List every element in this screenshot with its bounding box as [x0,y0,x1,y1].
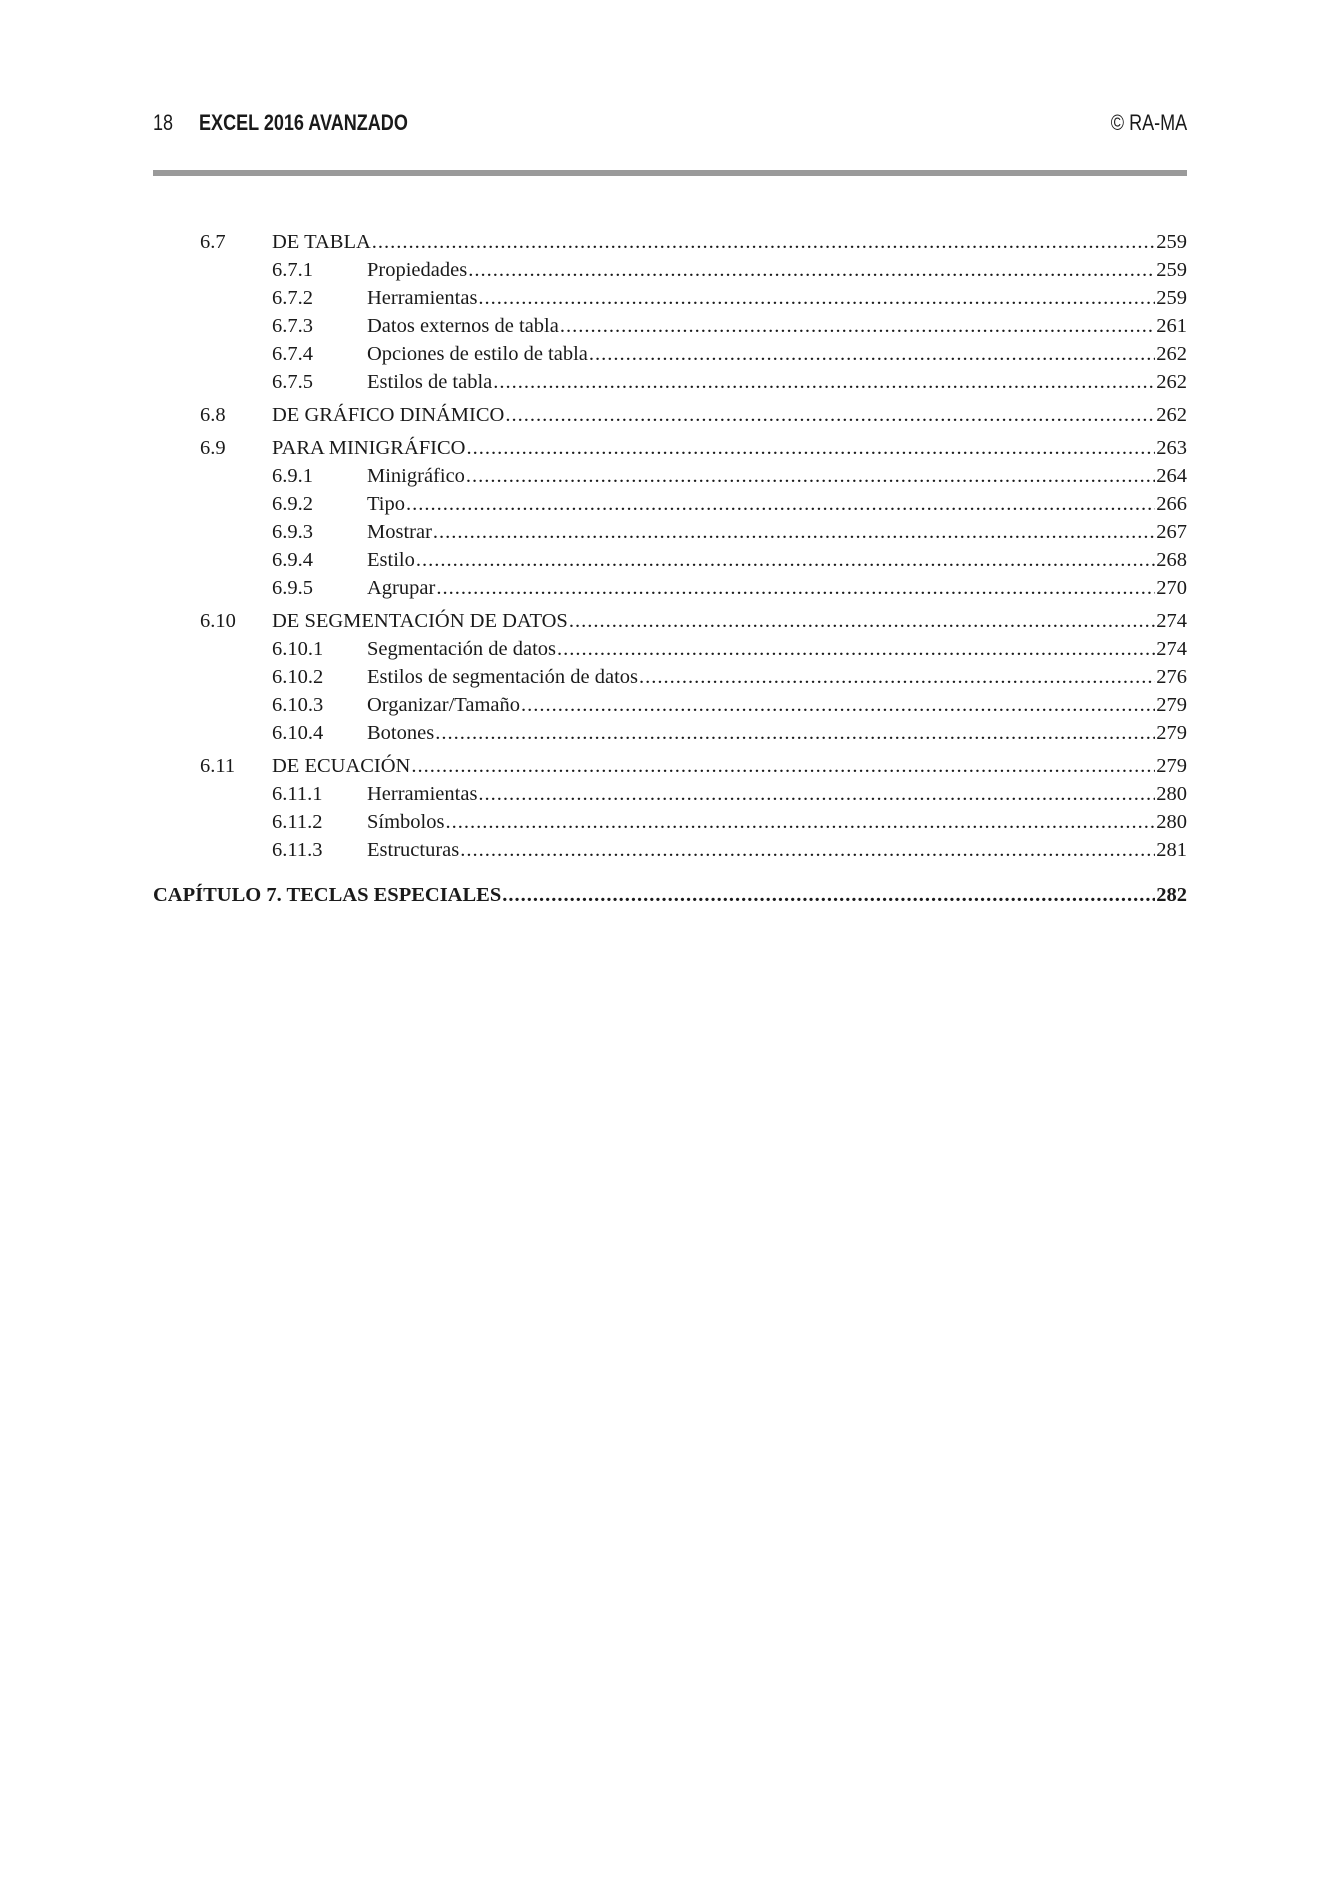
toc-page-number: 279 [1156,755,1187,777]
toc-page-number: 268 [1156,549,1187,571]
toc-section-number: 6.10.1 [272,638,324,660]
toc-title: Propiedades [367,259,468,281]
toc-entry [272,608,1187,634]
toc-page-number: 261 [1156,315,1187,337]
toc-entry [272,229,1187,255]
toc-page-number: 280 [1156,811,1187,833]
toc-section-number: 6.7.3 [272,315,313,337]
toc-leader-dots [466,463,1155,489]
toc-entry [367,720,1187,746]
toc-row [0,491,1330,517]
toc-page-number: 266 [1156,493,1187,515]
toc-row [0,720,1330,746]
toc-row [0,608,1330,634]
toc-section-number: 6.10.3 [272,694,324,716]
toc-page-number: 264 [1156,465,1187,487]
toc-leader-dots [560,313,1155,339]
toc-row [0,781,1330,807]
toc-title: Organizar/Tamaño [367,694,521,716]
toc-row [0,664,1330,690]
toc-title: Segmentación de datos [367,638,557,660]
toc-title: Minigráfico [367,465,465,487]
toc-leader-dots [569,608,1155,634]
toc-entry [367,837,1187,863]
toc-title: Herramientas [367,287,478,309]
page-header [153,110,1187,142]
toc-section-number: 6.10.4 [272,722,324,744]
toc-page-number: 282 [1156,884,1187,906]
toc-section-number: 6.7.4 [272,343,313,365]
toc-leader-dots [478,781,1155,807]
toc-row [0,809,1330,835]
toc-leader-dots [372,229,1155,255]
toc-entry [367,547,1187,573]
toc-title: Estilos de tabla [367,371,493,393]
toc-leader-dots [521,692,1155,718]
toc-section-number: 6.11.2 [272,811,323,833]
toc-section-number: 6.7.2 [272,287,313,309]
toc-page-number: 279 [1156,694,1187,716]
toc-page-number: 274 [1156,638,1187,660]
toc-section-number: 6.10.2 [272,666,324,688]
toc-title: DE ECUACIÓN [272,755,411,777]
toc-page-number: 279 [1156,722,1187,744]
toc-section-number: 6.9.5 [272,577,313,599]
toc-leader-dots [468,257,1155,283]
toc-leader-dots [416,547,1155,573]
toc-row [0,692,1330,718]
header-rule [153,170,1187,176]
toc-page-number: 263 [1156,437,1187,459]
toc-leader-dots [493,369,1155,395]
toc-page-number: 262 [1156,371,1187,393]
toc-row [0,575,1330,601]
toc-page-number: 281 [1156,839,1187,861]
toc-entry [272,402,1187,428]
toc-page-number: 280 [1156,783,1187,805]
toc-entry [367,636,1187,662]
toc-leader-dots [466,435,1155,461]
toc-title: Estructuras [367,839,460,861]
toc-entry [272,435,1187,461]
toc-entry [367,341,1187,367]
toc-title: Símbolos [367,811,445,833]
toc-title: Tipo [367,493,405,515]
toc-leader-dots [557,636,1155,662]
toc-title: Botones [367,722,435,744]
toc-entry [367,809,1187,835]
toc-section-number: 6.9.4 [272,549,313,571]
toc-row [0,837,1330,863]
page-number: 18 [153,110,174,135]
toc-entry [367,257,1187,283]
toc-title: DE SEGMENTACIÓN DE DATOS [272,610,568,632]
toc-leader-dots [502,882,1155,908]
toc-entry [367,519,1187,545]
toc-page-number: 267 [1156,521,1187,543]
toc-section-number: 6.8 [200,404,226,426]
toc-entry [367,313,1187,339]
toc-section-number: 6.7.1 [272,259,313,281]
toc-row [0,257,1330,283]
toc-title: Estilo [367,549,415,571]
toc-title: Opciones de estilo de tabla [367,343,588,365]
toc-row [0,519,1330,545]
toc-page-number: 259 [1156,259,1187,281]
toc-entry [367,781,1187,807]
toc-page-number: 262 [1156,343,1187,365]
toc-leader-dots [639,664,1155,690]
toc-leader-dots [411,753,1155,779]
toc-entry [367,692,1187,718]
toc-entry [367,463,1187,489]
toc-entry [367,575,1187,601]
toc-leader-dots [445,809,1155,835]
toc-leader-dots [478,285,1155,311]
toc-leader-dots [433,519,1155,545]
toc-title: DE TABLA [272,231,371,253]
toc-leader-dots [406,491,1155,517]
toc-section-number: 6.11.1 [272,783,323,805]
toc-entry [367,369,1187,395]
toc-section-number: 6.7 [200,231,226,253]
toc-entry [367,664,1187,690]
toc-row [0,229,1330,255]
toc-chapter-row [0,882,1330,908]
toc-title: CAPÍTULO 7. TECLAS ESPECIALES [153,884,502,906]
toc-row [0,369,1330,395]
toc-entry [367,285,1187,311]
toc-section-number: 6.7.5 [272,371,313,393]
toc-row [0,341,1330,367]
toc-page-number: 262 [1156,404,1187,426]
toc-row [0,402,1330,428]
toc-entry [367,491,1187,517]
toc-section-number: 6.11 [200,755,236,777]
toc-leader-dots [589,341,1155,367]
toc-row [0,753,1330,779]
toc-row [0,636,1330,662]
toc-section-number: 6.9 [200,437,226,459]
toc-section-number: 6.10 [200,610,236,632]
toc-row [0,547,1330,573]
toc-row [0,285,1330,311]
toc-leader-dots [505,402,1155,428]
toc-leader-dots [436,575,1155,601]
toc-title: Datos externos de tabla [367,315,559,337]
toc-section-number: 6.11.3 [272,839,323,861]
toc-entry [153,882,1187,908]
toc-page-number: 259 [1156,231,1187,253]
toc-title: Estilos de segmentación de datos [367,666,638,688]
toc-page-number: 270 [1156,577,1187,599]
publisher-mark: © RA-MA [1110,110,1187,135]
toc-row [0,435,1330,461]
toc-section-number: 6.9.3 [272,521,313,543]
toc-row [0,463,1330,489]
toc-leader-dots [460,837,1155,863]
toc-leader-dots [435,720,1155,746]
book-title: EXCEL 2016 AVANZADO [199,110,408,135]
toc-entry [272,753,1187,779]
toc-title: PARA MINIGRÁFICO [272,437,466,459]
toc-title: Herramientas [367,783,478,805]
toc-page-number: 276 [1156,666,1187,688]
toc-page-number: 274 [1156,610,1187,632]
toc-row [0,313,1330,339]
toc-title: DE GRÁFICO DINÁMICO [272,404,505,426]
toc-title: Agrupar [367,577,436,599]
toc-section-number: 6.9.2 [272,493,313,515]
toc-page-number: 259 [1156,287,1187,309]
toc-section-number: 6.9.1 [272,465,313,487]
toc-title: Mostrar [367,521,432,543]
